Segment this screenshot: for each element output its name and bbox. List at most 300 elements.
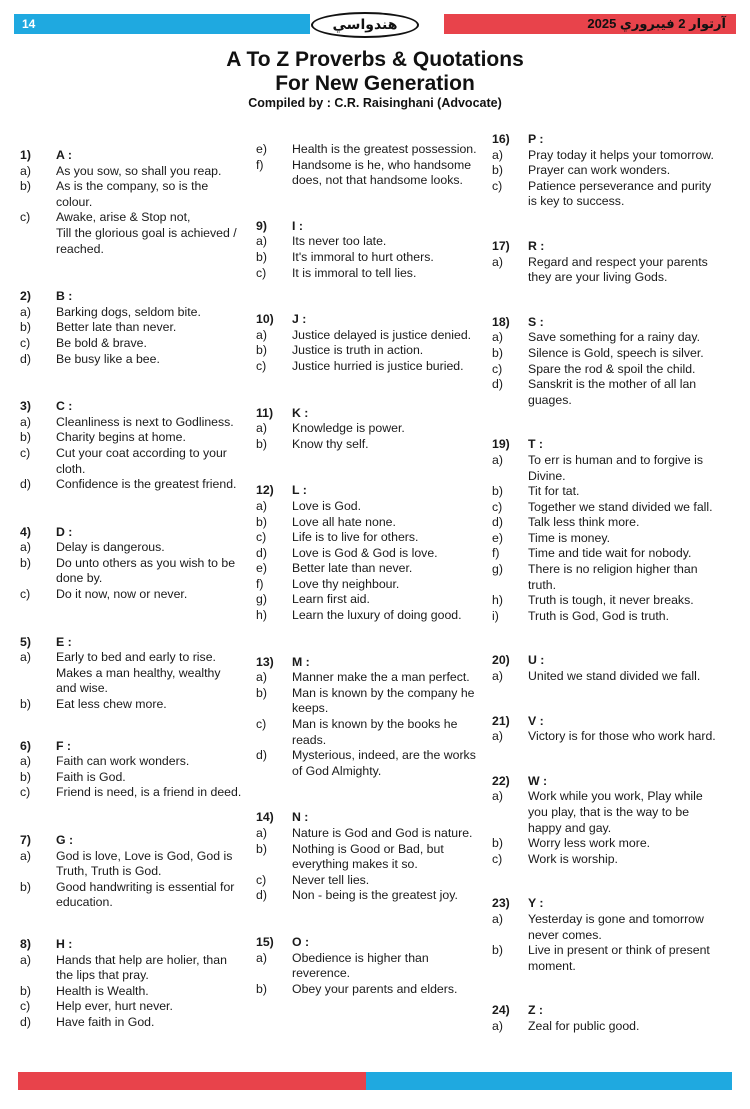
proverb-text: Till the glorious goal is achieved / reached. [56,225,237,256]
proverb-item [256,748,478,779]
item-marker: b) [256,685,267,700]
item-marker: c) [20,785,31,800]
item-marker: c) [492,851,503,866]
item-marker: a) [492,452,503,467]
section-number: 18) [492,314,510,329]
item-marker: a) [256,498,267,513]
proverb-item [256,158,478,189]
proverb-text: Do unto others as you wish to be done by. [56,555,236,586]
proverb-text: Learn the luxury of doing good. [292,608,462,623]
proverb-item [20,430,242,446]
item-marker: a) [256,421,267,436]
proverb-section [492,132,718,210]
proverb-item [256,359,478,375]
section-number: 23) [492,896,510,911]
item-marker: d) [492,515,503,530]
proverb-section [492,1003,718,1034]
proverb-text: Regard and respect your parents they are your living Gods. [528,254,708,285]
proverb-text: There is no religion higher than truth. [528,562,698,592]
proverb-text: Justice is truth in action. [292,343,424,358]
proverb-item [492,912,718,943]
item-marker: a) [256,670,267,685]
column-3 [492,132,718,1064]
proverb-text: Obey your parents and elders. [292,981,458,996]
section-heading [492,714,718,730]
proverb-text: Man is known by the books he reads. [292,717,458,747]
proverb-item [256,234,478,250]
proverb-section [256,219,478,281]
proverb-item [492,562,718,593]
proverb-item [492,1019,718,1035]
proverb-text: Be busy like a bee. [56,351,160,366]
proverb-text: United we stand divided we fall. [528,669,701,684]
proverb-text: Cut your coat according to your cloth. [56,445,227,476]
section-number: 5) [20,634,31,649]
section-letter: Z : [528,1003,544,1018]
proverb-text: It's immoral to hurt others. [292,249,434,264]
section-letter: H : [56,936,73,951]
section-heading [492,774,718,790]
item-marker: a) [492,330,503,345]
proverb-text: To err is human and to forgive is Divine. [528,452,703,483]
proverb-text: As you sow, so shall you reap. [56,163,222,178]
proverb-item [20,984,242,1000]
proverb-text: Better late than never. [56,320,177,335]
item-marker: b) [492,943,503,958]
proverb-item [20,336,242,352]
proverb-item [256,826,478,842]
section-number: 13) [256,654,274,669]
section-heading [256,483,478,499]
proverb-item [492,546,718,562]
proverb-text: Charity begins at home. [56,430,186,445]
proverb-item [256,888,478,904]
section-letter: E : [56,634,72,649]
proverb-text: Love is God & God is love. [292,545,438,560]
item-marker: d) [20,1014,31,1029]
section-number: 7) [20,833,31,847]
masthead-logo: هندواسي [311,12,419,38]
proverb-text: Faith is God. [56,769,126,784]
section-heading [256,406,478,422]
section-number: 20) [492,653,510,668]
proverb-item [492,593,718,609]
proverb-section [256,483,478,623]
section-letter: K : [292,405,309,420]
proverb-item [256,328,478,344]
item-marker: a) [492,729,503,744]
section-letter: R : [528,238,545,253]
page-subtitle: For New Generation [275,72,475,95]
proverb-item [492,852,718,868]
proverb-item [256,686,478,717]
proverb-section [20,833,242,911]
proverb-item [256,142,478,158]
item-marker: c) [20,999,31,1014]
section-letter: A : [56,148,72,162]
proverb-item [256,530,478,546]
proverb-item [256,592,478,608]
item-marker: a) [256,826,267,840]
item-marker: b) [492,163,503,178]
item-marker: b) [256,249,267,264]
section-number: 4) [20,524,31,539]
proverb-section [492,653,718,684]
proverb-text: Knowledge is power. [292,421,405,436]
proverb-item [20,697,242,713]
proverb-item [256,343,478,359]
header-accent-left [14,14,310,34]
item-marker: f) [492,546,500,561]
proverb-text: As is the company, so is the colour. [56,179,209,209]
item-marker: a) [20,754,31,769]
item-marker: b) [20,769,31,784]
proverb-text: Health is the greatest possession. [292,142,477,156]
proverb-section [256,810,478,904]
section-heading [20,289,242,305]
section-letter: L : [292,483,307,498]
proverb-item [256,842,478,873]
item-marker: a) [492,669,503,684]
proverb-item [492,836,718,852]
section-number: 19) [492,437,510,452]
proverb-text: Learn first aid. [292,592,370,607]
section-heading [20,148,242,164]
proverb-section [20,635,242,713]
proverb-text: Love is God. [292,498,362,513]
proverb-item [20,477,242,493]
proverb-text: Have faith in God. [56,1014,155,1029]
item-marker: b) [492,836,503,851]
proverb-item [492,330,718,346]
section-letter: S : [528,314,544,329]
proverb-text: Life is to live for others. [292,530,419,545]
section-number: 14) [256,810,274,825]
section-heading [256,312,478,328]
proverb-section [20,525,242,603]
proverb-section [256,406,478,453]
proverb-text: Confidence is the greatest friend. [56,477,237,492]
item-marker: b) [20,983,31,998]
proverb-text: Yesterday is gone and tomorrow never comes. [528,911,704,942]
item-marker: f) [256,576,264,591]
section-letter: B : [56,289,73,304]
proverb-text: Man is known by the company he keeps. [292,685,475,716]
item-marker: f) [256,157,264,172]
proverb-text: Time and tide wait for nobody. [528,546,692,561]
section-heading [256,655,478,671]
proverb-section [256,935,478,997]
section-heading [492,315,718,331]
proverb-text: Truth is tough, it never breaks. [528,593,694,608]
section-letter: N : [292,810,309,825]
proverb-section [256,312,478,374]
proverb-text: Obedience is higher than reverence. [292,950,429,981]
section-letter: U : [528,653,545,668]
section-letter: Y : [528,896,544,911]
section-number: 21) [492,713,510,728]
item-marker: i) [492,608,499,623]
proverb-text: Cleanliness is next to Godliness. [56,414,234,429]
section-heading [256,810,478,826]
proverb-item [492,362,718,378]
section-number: 9) [256,218,267,233]
item-marker: b) [20,430,31,445]
item-marker: a) [492,789,503,804]
proverb-item [20,179,242,210]
item-marker: c) [492,178,503,193]
proverb-section [492,896,718,974]
proverb-item [492,789,718,836]
proverb-text: Never tell lies. [292,872,370,887]
proverb-item [492,255,718,286]
proverb-text: Nothing is Good or Bad, but everything makes it so. [292,841,444,872]
item-marker: g) [256,592,267,607]
proverb-text: Better late than never. [292,561,413,576]
proverb-item [20,352,242,368]
section-heading [492,437,718,453]
section-heading [20,833,242,849]
section-heading [492,239,718,255]
section-number: 10) [256,312,274,327]
proverb-item [20,446,242,477]
proverb-item [20,556,242,587]
proverb-text: God is love, Love is God, God is Truth, Truth is God. [56,848,233,879]
section-heading [492,653,718,669]
section-heading [20,739,242,755]
item-marker: h) [256,608,267,623]
item-marker: d) [20,351,31,366]
item-marker: a) [20,163,31,178]
proverb-item [256,499,478,515]
proverb-text: Non - being is the greatest joy. [292,888,458,903]
column-1 [20,148,242,1063]
proverb-text: Handsome is he, who handsome does, not that handsome looks. [292,157,472,188]
item-marker: h) [492,593,503,608]
item-marker: e) [492,530,503,545]
proverb-text: Prayer can work wonders. [528,163,671,178]
proverb-item [492,346,718,362]
item-marker: c) [20,335,31,350]
proverb-item [256,951,478,982]
section-heading [256,219,478,235]
item-marker: b) [256,514,267,529]
proverb-item [20,305,242,321]
proverb-item [20,650,242,697]
proverb-text: Justice delayed is justice denied. [292,327,472,342]
section-heading [20,399,242,415]
proverb-section [20,739,242,801]
item-marker: a) [256,950,267,965]
item-marker [20,226,56,257]
proverb-text: Victory is for those who work hard. [528,729,716,744]
item-marker: a) [20,650,31,665]
proverb-text: Health is Wealth. [56,983,149,998]
item-marker: a) [20,304,31,319]
proverb-text: Justice hurried is justice buried. [292,358,464,373]
proverb-item [20,754,242,770]
proverb-text: Delay is dangerous. [56,540,165,555]
proverb-item [492,500,718,516]
section-letter: O : [292,934,310,949]
header-accent-right [444,14,736,34]
proverb-text: Awake, arise & Stop not, [56,210,191,225]
proverb-text: Faith can work wonders. [56,754,190,769]
item-marker: b) [256,343,267,358]
proverb-text: Together we stand divided we fall. [528,499,713,514]
item-marker: b) [256,981,267,996]
section-number: 15) [256,934,274,949]
proverb-item [20,1015,242,1031]
item-marker: e) [256,142,267,156]
item-marker: b) [20,697,31,712]
proverb-item [256,982,478,998]
issue-date: 2025 آرتوار 2 فيبروري [587,16,726,31]
proverb-text: Sanskrit is the mother of all lan guages. [528,377,697,407]
item-marker: a) [492,1018,503,1033]
item-marker: d) [256,888,267,903]
proverb-text: Love all hate none. [292,514,396,529]
section-number: 8) [20,936,31,951]
proverb-item [20,953,242,984]
section-letter: J : [292,312,307,327]
proverb-item [492,163,718,179]
proverb-item [20,164,242,180]
item-marker: b) [256,436,267,451]
proverb-text: Mysterious, indeed, are the works of God Almighty. [292,748,476,778]
item-marker: d) [492,377,503,392]
column-2 [256,142,478,1028]
proverb-text: Truth is God, God is truth. [528,608,670,623]
section-heading [20,525,242,541]
proverb-item [20,587,242,603]
item-marker: a) [492,147,503,162]
section-number: 1) [20,148,31,162]
section-heading [492,1003,718,1019]
proverb-item [20,540,242,556]
section-continued [256,142,478,189]
proverb-item [20,999,242,1015]
proverb-section [492,437,718,624]
proverb-item [492,943,718,974]
proverb-item [20,880,242,911]
section-heading [20,937,242,953]
proverb-text: Friend is need, is a friend in deed. [56,785,242,800]
proverb-item [20,320,242,336]
proverb-section [492,714,718,745]
proverb-section [492,239,718,286]
proverb-item [256,421,478,437]
item-marker: b) [492,345,503,360]
section-heading [492,132,718,148]
proverb-text: Know thy self. [292,436,369,451]
item-marker: c) [492,499,503,514]
proverb-text: Be bold & brave. [56,335,147,350]
item-marker: c) [20,587,31,602]
proverb-text: Zeal for public good. [528,1018,640,1033]
item-marker: a) [256,327,267,342]
item-marker: d) [20,477,31,492]
item-marker: a) [492,254,503,269]
proverb-item [20,226,242,257]
proverb-text: Save something for a rainy day. [528,330,701,345]
proverb-item [256,873,478,889]
section-letter: M : [292,654,310,669]
proverb-section [492,774,718,868]
proverb-text: Do it now, now or never. [56,587,188,602]
proverb-item [20,210,242,226]
section-number: 2) [20,289,31,304]
section-letter: P : [528,132,544,146]
section-letter: F : [56,738,72,753]
proverb-text: Talk less think more. [528,515,640,530]
section-letter: W : [528,773,548,788]
section-number: 17) [492,238,510,253]
proverb-text: Good handwriting is essential for education. [56,879,235,910]
section-number: 12) [256,483,274,498]
proverb-text: Worry less work more. [528,836,651,851]
proverb-text: Work while you work, Play while you play, that is the way to be happy and gay. [528,789,703,835]
item-marker: a) [20,414,31,429]
item-marker: a) [492,911,503,926]
proverb-item [20,785,242,801]
proverb-text: Pray today it helps your tomorrow. [528,147,714,162]
section-letter: V : [528,713,544,728]
section-letter: I : [292,218,303,233]
proverb-text: It is immoral to tell lies. [292,265,417,280]
proverb-text: Its never too late. [292,234,387,249]
proverb-item [20,849,242,880]
proverb-item [492,729,718,745]
item-marker: b) [492,484,503,499]
proverb-item [492,484,718,500]
proverb-item [256,437,478,453]
section-number: 11) [256,405,274,420]
item-marker: c) [20,445,31,460]
proverb-item [20,770,242,786]
section-letter: D : [56,524,73,539]
proverb-item [492,377,718,408]
footer-accent-left [18,1072,366,1090]
section-heading [256,935,478,951]
proverb-text: Live in present or think of present moment. [528,943,710,973]
proverb-item [492,148,718,164]
proverb-item [256,250,478,266]
proverb-text: Eat less chew more. [56,697,167,712]
proverb-item [256,717,478,748]
item-marker: d) [256,748,267,763]
proverb-item [256,515,478,531]
page-title: A To Z Proverbs & Quotations [226,48,524,71]
section-heading [492,896,718,912]
section-number: 16) [492,132,510,146]
item-marker: c) [256,717,267,732]
proverb-section [20,148,242,257]
proverb-section [20,399,242,493]
proverb-text: Work is worship. [528,851,618,866]
proverb-text: Patience perseverance and purity is key to success. [528,178,712,209]
proverb-text: Hands that help are holier, than the lips that pray. [56,952,227,983]
page-number: 14 [22,17,36,31]
proverb-text: Barking dogs, seldom bite. [56,304,201,319]
item-marker: b) [20,879,31,894]
item-marker: c) [256,530,267,545]
proverb-text: Love thy neighbour. [292,576,400,591]
footer-bar [18,1072,732,1090]
proverb-text: Spare the rod & spoil the child. [528,361,696,376]
proverb-item [20,415,242,431]
proverb-text: Tit for tat. [528,484,580,499]
